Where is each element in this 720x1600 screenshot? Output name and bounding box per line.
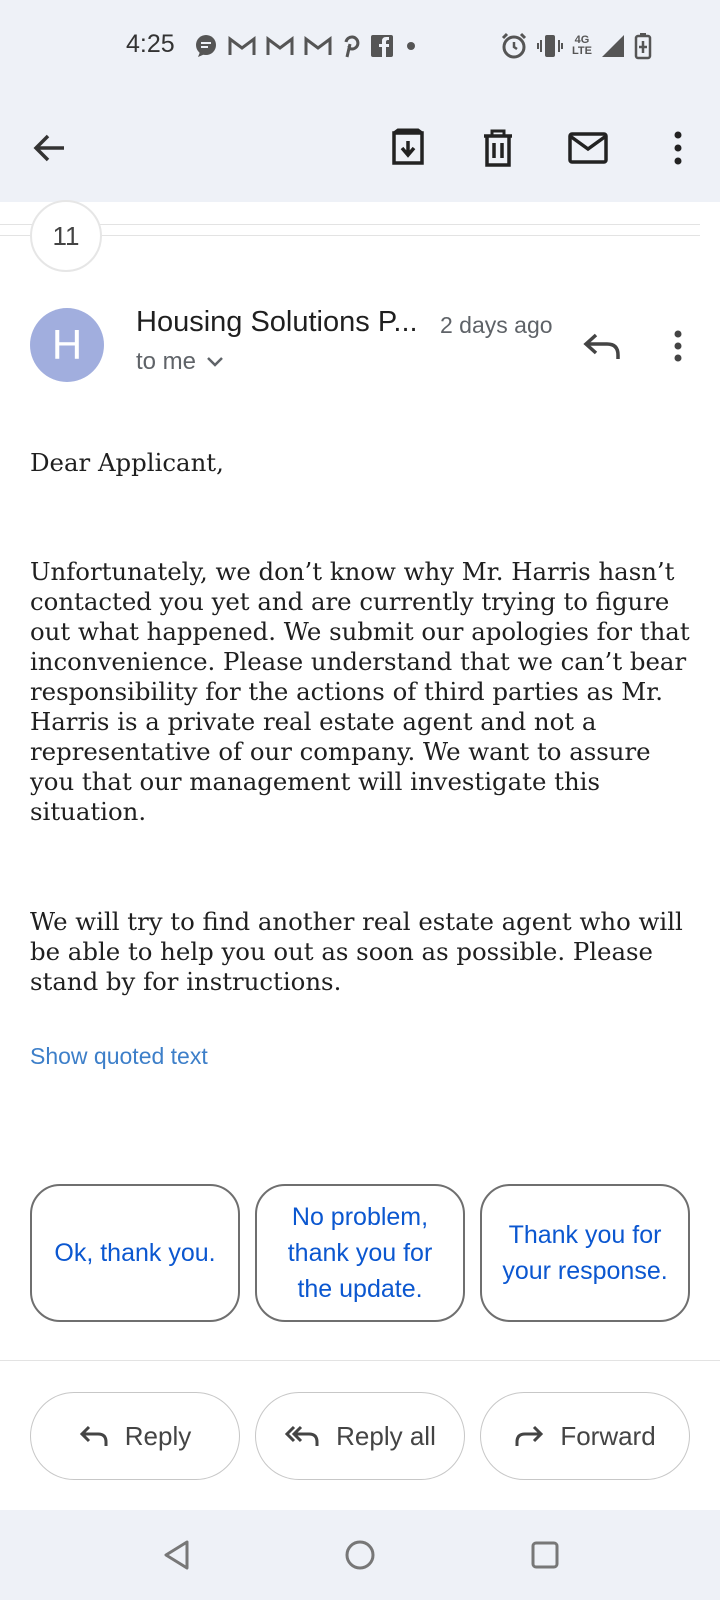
network-4g-lte-icon (572, 35, 592, 57)
gmail-icon (266, 35, 294, 57)
back-arrow-icon (32, 130, 68, 166)
message-header[interactable] (0, 300, 720, 390)
smart-reply-chip[interactable]: No problem, thank you for the update. (255, 1184, 465, 1322)
dot-icon (404, 34, 418, 58)
signal-icon (600, 33, 626, 59)
recipient-details-toggle[interactable] (136, 348, 224, 376)
nav-home-button[interactable] (335, 1530, 385, 1580)
message-time: 2 days ago (440, 312, 553, 338)
more-vert-icon (672, 329, 684, 363)
battery-charging-icon (634, 32, 652, 60)
network-type: 4G (574, 34, 590, 46)
show-quoted-text-link[interactable]: Show quoted text (30, 1043, 208, 1069)
status-time: 4:25 (126, 30, 175, 58)
sender-name: Housing Solutions P... (136, 306, 418, 338)
reply-all-button[interactable] (255, 1392, 465, 1480)
more-button[interactable] (648, 118, 708, 178)
mail-icon (567, 131, 609, 165)
reply-icon (79, 1424, 109, 1448)
pinterest-icon (342, 34, 360, 58)
system-nav-bar (0, 1510, 720, 1600)
message-more-button[interactable] (648, 316, 708, 376)
vibrate-icon (536, 32, 564, 60)
nav-back-button[interactable] (152, 1530, 202, 1580)
archive-icon (388, 128, 428, 168)
nav-home-icon (344, 1539, 376, 1571)
message-actions (30, 1392, 692, 1482)
reply-all-icon (284, 1424, 320, 1448)
reply-all-label: Reply all (336, 1420, 436, 1451)
forward-icon (514, 1424, 544, 1448)
smart-replies (30, 1184, 692, 1322)
chevron-down-icon (206, 356, 224, 368)
smart-reply-chip[interactable]: Thank you for your response. (480, 1184, 690, 1322)
nav-recents-icon (530, 1540, 560, 1570)
message-paragraph-2: We will try to find another real estate agent who will be able to help you out as soon as possible. Please stand by for instructions. (30, 907, 683, 996)
gmail-icon (304, 35, 332, 57)
message-greeting: Dear Applicant, (30, 448, 224, 477)
system-icons (500, 32, 652, 60)
collapsed-messages[interactable] (0, 202, 720, 272)
more-vert-icon (672, 130, 684, 166)
collapsed-count[interactable]: 11 (30, 200, 102, 272)
status-bar (0, 0, 720, 96)
avatar[interactable]: H (30, 308, 104, 382)
notification-icons (194, 34, 418, 58)
facebook-icon (370, 34, 394, 58)
forward-label: Forward (560, 1420, 656, 1451)
recipient-label: to me (136, 348, 197, 375)
reply-button[interactable] (30, 1392, 240, 1480)
smart-reply-chip[interactable]: Ok, thank you. (30, 1184, 240, 1322)
forward-button[interactable] (480, 1392, 690, 1480)
message-paragraph-1: Unfortunately, we don’t know why Mr. Harris hasn’t contacted you yet and are currently trying to figure out what happened. We submit our apologies for that inconvenience. Please understand that we can’t bear responsibility for the actions of third parties as Mr. Harris is a private real estate agent and not a representative of our company. We want to assure you that our management will investigate this situation. (30, 557, 690, 826)
collapsed-divider (0, 224, 700, 236)
mark-unread-button[interactable] (558, 118, 618, 178)
archive-button[interactable] (378, 118, 438, 178)
reply-icon-button[interactable] (572, 316, 632, 376)
back-button[interactable] (20, 118, 80, 178)
nav-back-icon (161, 1539, 193, 1571)
gmail-icon (228, 35, 256, 57)
trash-icon (480, 128, 516, 168)
network-subtype: LTE (572, 45, 592, 57)
chat-icon (194, 34, 218, 58)
delete-button[interactable] (468, 118, 528, 178)
reply-icon (583, 331, 621, 361)
reply-label: Reply (124, 1420, 192, 1451)
app-bar (0, 96, 720, 202)
nav-recents-button[interactable] (520, 1530, 570, 1580)
divider (0, 1360, 720, 1361)
alarm-icon (500, 32, 528, 60)
